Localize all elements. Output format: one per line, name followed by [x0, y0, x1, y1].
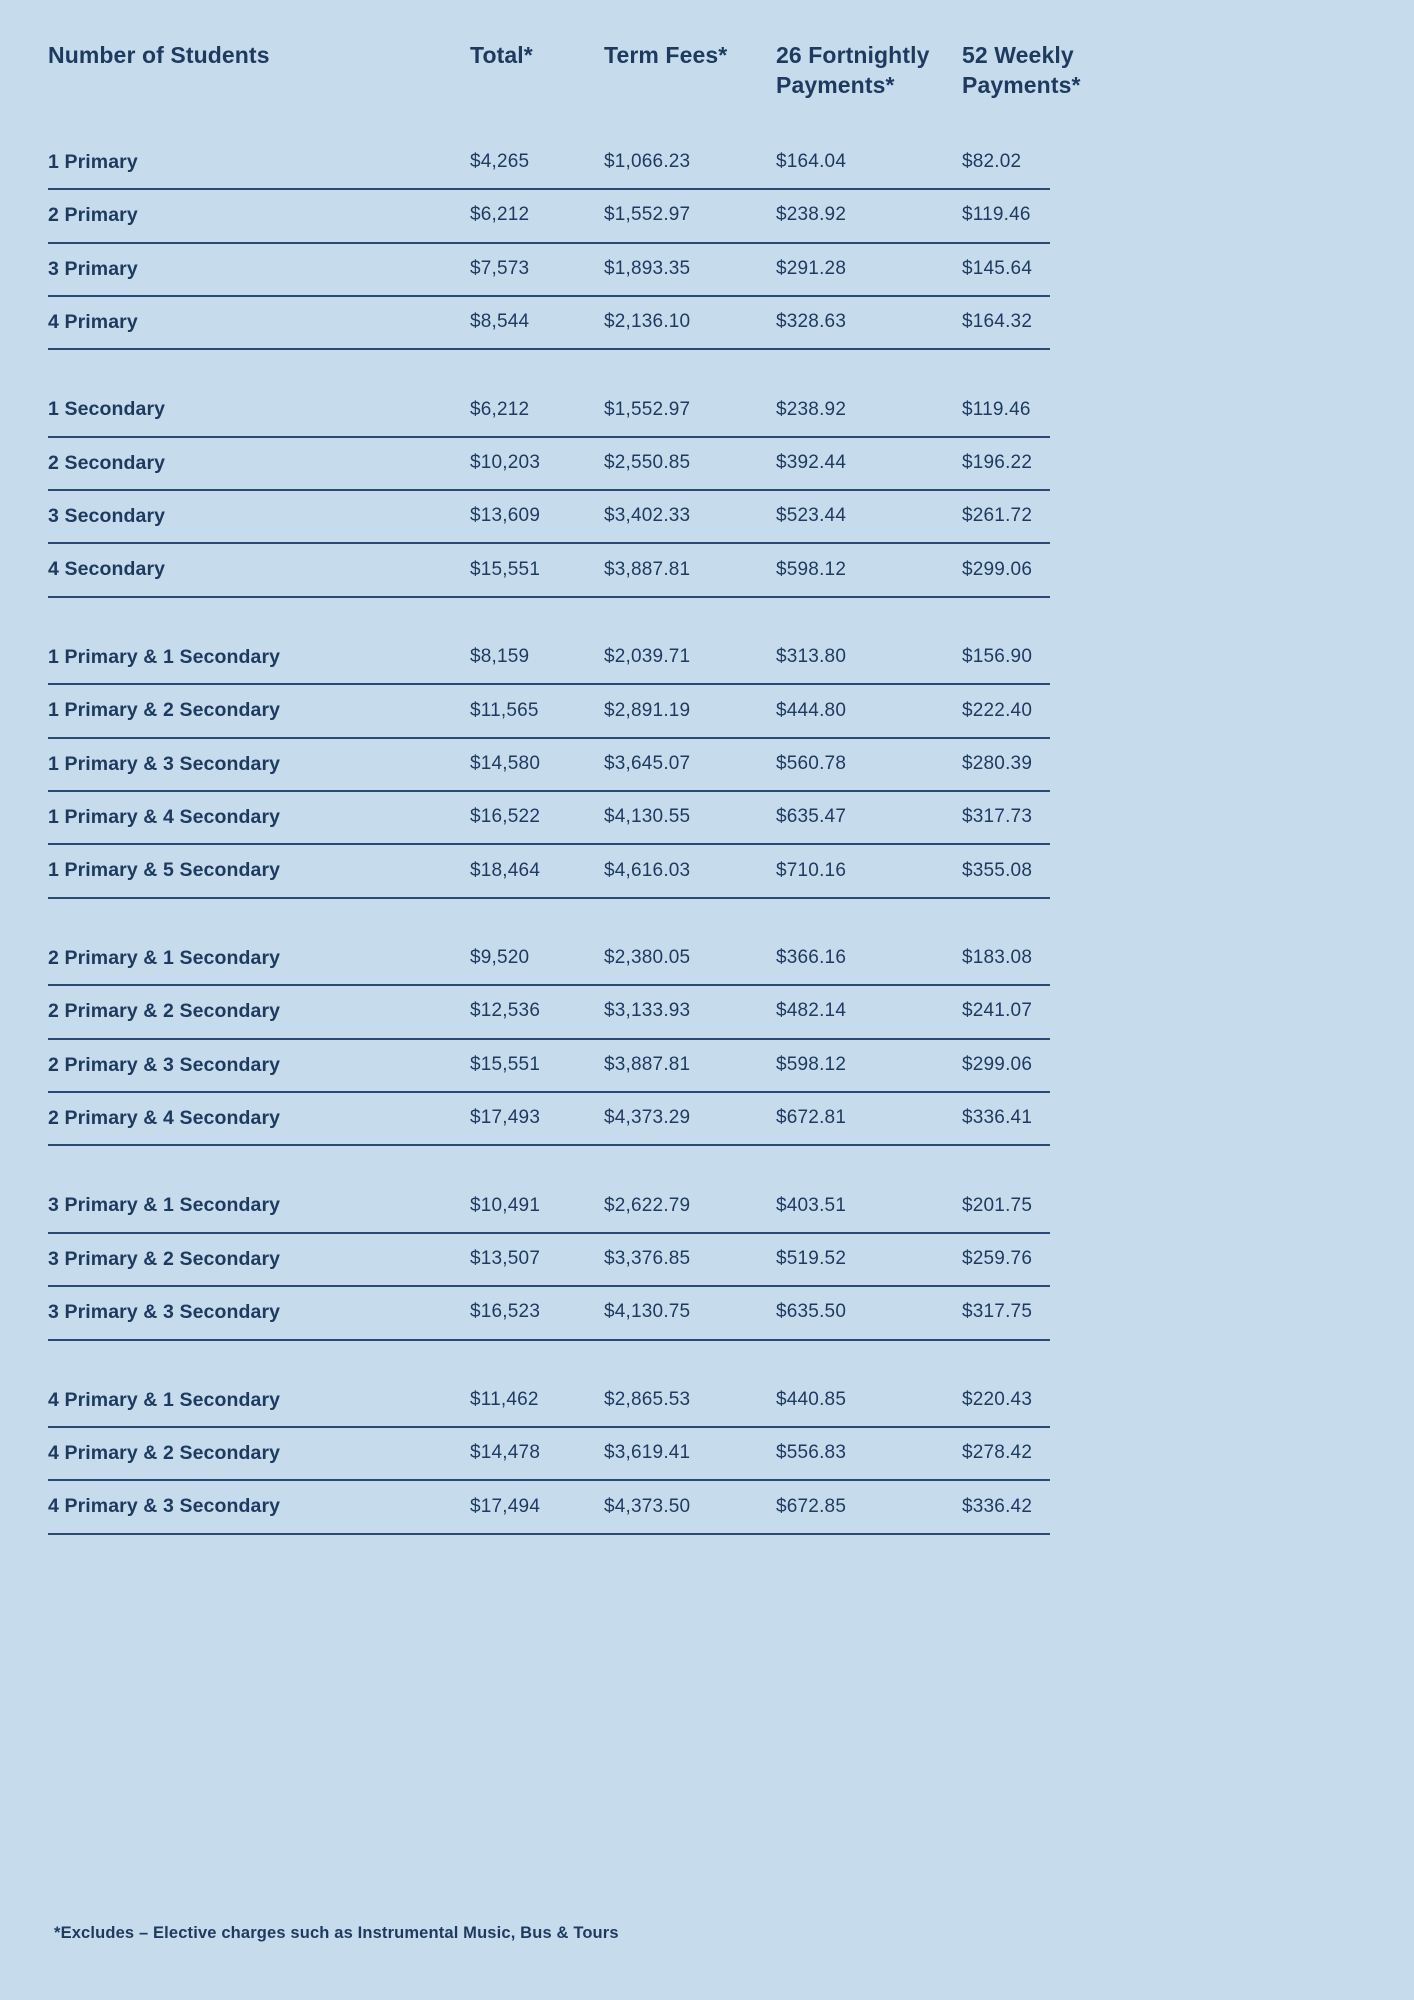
table-row [0, 1234, 1414, 1285]
row-label: 4 Primary & 1 Secondary [48, 1388, 281, 1411]
column-header-term-fees: Term Fees* [604, 42, 728, 68]
cell-term-fees: $2,550.85 [604, 451, 691, 473]
table-row [0, 792, 1414, 843]
cell-fortnightly: $164.04 [776, 151, 847, 173]
row-label: 1 Primary & 3 Secondary [48, 752, 281, 775]
cell-total: $15,551 [470, 1053, 541, 1075]
column-header-weekly-line2: Payments* [962, 72, 1081, 99]
cell-weekly: $317.75 [962, 1301, 1033, 1323]
cell-weekly: $82.02 [962, 151, 1022, 173]
cell-weekly: $164.32 [962, 311, 1033, 333]
cell-term-fees: $1,066.23 [604, 151, 691, 173]
cell-term-fees: $3,619.41 [604, 1442, 691, 1464]
footnote: *Excludes – Elective charges such as Instrumental Music, Bus & Tours [54, 1924, 619, 1942]
cell-total: $14,478 [470, 1442, 541, 1464]
cell-fortnightly: $556.83 [776, 1442, 847, 1464]
row-label: 3 Primary & 2 Secondary [48, 1247, 281, 1270]
cell-total: $17,493 [470, 1107, 541, 1129]
cell-weekly: $119.46 [962, 204, 1031, 226]
cell-term-fees: $2,380.05 [604, 947, 691, 969]
table-row [0, 244, 1414, 295]
table-row [0, 491, 1414, 542]
cell-fortnightly: $672.85 [776, 1495, 847, 1517]
row-label: 3 Primary & 1 Secondary [48, 1194, 281, 1217]
cell-total: $6,212 [470, 204, 530, 226]
cell-term-fees: $2,865.53 [604, 1388, 691, 1410]
table-row [0, 933, 1414, 984]
cell-fortnightly: $366.16 [776, 947, 847, 969]
cell-total: $11,462 [470, 1388, 539, 1410]
column-header-weekly [962, 40, 1162, 101]
row-label: 4 Secondary [48, 558, 166, 581]
table-row [0, 1093, 1414, 1144]
cell-fortnightly: $440.85 [776, 1388, 847, 1410]
table-row [0, 685, 1414, 736]
cell-fortnightly: $444.80 [776, 699, 847, 721]
cell-term-fees: $2,622.79 [604, 1194, 691, 1216]
cell-term-fees: $2,039.71 [604, 646, 691, 668]
cell-weekly: $261.72 [962, 505, 1033, 527]
table-group-four-primary-mixed [0, 1375, 1414, 1535]
table-row [0, 190, 1414, 241]
cell-term-fees: $3,887.81 [604, 558, 691, 580]
cell-weekly: $241.07 [962, 1000, 1033, 1022]
cell-total: $9,520 [470, 947, 530, 969]
table-row [0, 544, 1414, 595]
cell-total: $13,609 [470, 505, 541, 527]
cell-total: $4,265 [470, 151, 530, 173]
cell-term-fees: $4,130.55 [604, 806, 691, 828]
cell-weekly: $156.90 [962, 646, 1033, 668]
table-row [0, 1180, 1414, 1231]
cell-term-fees: $1,552.97 [604, 398, 691, 420]
table-group-two-primary-mixed [0, 933, 1414, 1147]
table-row [0, 137, 1414, 188]
cell-fortnightly: $672.81 [776, 1107, 847, 1129]
column-header-total: Total* [470, 42, 533, 68]
row-label: 4 Primary & 2 Secondary [48, 1441, 281, 1464]
column-header-weekly-line1: 52 Weekly [962, 42, 1074, 68]
row-label: 3 Secondary [48, 505, 166, 528]
column-header-fortnightly-line1: 26 Fortnightly [776, 42, 930, 68]
cell-term-fees: $1,552.97 [604, 204, 691, 226]
cell-term-fees: $3,887.81 [604, 1053, 691, 1075]
cell-total: $13,507 [470, 1248, 541, 1270]
row-label: 1 Primary & 4 Secondary [48, 806, 281, 829]
cell-total: $6,212 [470, 398, 530, 420]
cell-fortnightly: $238.92 [776, 398, 847, 420]
table-group-primary [0, 137, 1414, 351]
table-group-one-primary-mixed [0, 632, 1414, 899]
cell-fortnightly: $313.80 [776, 646, 847, 668]
cell-weekly: $220.43 [962, 1388, 1033, 1410]
cell-total: $18,464 [470, 859, 541, 881]
cell-weekly: $299.06 [962, 558, 1033, 580]
column-header-students: Number of Students [48, 42, 270, 68]
cell-fortnightly: $291.28 [776, 257, 847, 279]
column-header-fortnightly-line2: Payments* [776, 72, 895, 99]
cell-weekly: $196.22 [962, 451, 1033, 473]
cell-term-fees: $3,376.85 [604, 1248, 691, 1270]
row-label: 2 Primary & 1 Secondary [48, 946, 281, 969]
cell-fortnightly: $598.12 [776, 558, 847, 580]
row-label: 3 Primary & 3 Secondary [48, 1301, 281, 1324]
cell-term-fees: $4,130.75 [604, 1301, 691, 1323]
cell-term-fees: $3,645.07 [604, 752, 691, 774]
cell-term-fees: $3,133.93 [604, 1000, 691, 1022]
cell-fortnightly: $238.92 [776, 204, 847, 226]
row-label: 1 Primary & 1 Secondary [48, 645, 281, 668]
cell-weekly: $336.41 [962, 1107, 1033, 1129]
row-label: 1 Secondary [48, 398, 166, 421]
cell-term-fees: $3,402.33 [604, 505, 691, 527]
column-header-fortnightly [776, 40, 962, 101]
table-row [0, 1040, 1414, 1091]
row-divider [48, 596, 1050, 598]
cell-fortnightly: $598.12 [776, 1053, 847, 1075]
cell-fortnightly: $560.78 [776, 752, 847, 774]
table-row [0, 1375, 1414, 1426]
table-row [0, 1428, 1414, 1479]
row-label: 2 Secondary [48, 451, 166, 474]
cell-fortnightly: $519.52 [776, 1248, 847, 1270]
table-row [0, 986, 1414, 1037]
cell-total: $11,565 [470, 699, 539, 721]
cell-fortnightly: $635.50 [776, 1301, 847, 1323]
cell-term-fees: $4,373.50 [604, 1495, 691, 1517]
row-divider [48, 1339, 1050, 1341]
cell-weekly: $317.73 [962, 806, 1033, 828]
cell-total: $10,491 [470, 1194, 541, 1216]
cell-weekly: $119.46 [962, 398, 1031, 420]
row-label: 2 Primary & 3 Secondary [48, 1053, 281, 1076]
cell-weekly: $259.76 [962, 1248, 1033, 1270]
row-divider [48, 1144, 1050, 1146]
row-divider [48, 897, 1050, 899]
row-label: 2 Primary & 2 Secondary [48, 1000, 281, 1023]
cell-total: $10,203 [470, 451, 541, 473]
row-label: 1 Primary & 5 Secondary [48, 859, 281, 882]
table-body [0, 137, 1414, 1535]
table-row [0, 632, 1414, 683]
cell-fortnightly: $392.44 [776, 451, 847, 473]
cell-weekly: $299.06 [962, 1053, 1033, 1075]
cell-total: $8,544 [470, 311, 530, 333]
cell-fortnightly: $403.51 [776, 1194, 847, 1216]
cell-term-fees: $2,136.10 [604, 311, 691, 333]
cell-fortnightly: $635.47 [776, 806, 847, 828]
row-label: 4 Primary & 3 Secondary [48, 1495, 281, 1518]
table-row [0, 845, 1414, 896]
cell-fortnightly: $482.14 [776, 1000, 847, 1022]
cell-weekly: $222.40 [962, 699, 1033, 721]
cell-fortnightly: $710.16 [776, 859, 847, 881]
cell-term-fees: $4,616.03 [604, 859, 691, 881]
table-row [0, 1287, 1414, 1338]
cell-total: $14,580 [470, 752, 541, 774]
row-label: 2 Primary & 4 Secondary [48, 1106, 281, 1129]
table-row [0, 297, 1414, 348]
table-header-row [0, 0, 1414, 101]
cell-total: $8,159 [470, 646, 530, 668]
cell-total: $15,551 [470, 558, 541, 580]
cell-total: $16,522 [470, 806, 541, 828]
cell-weekly: $145.64 [962, 257, 1033, 279]
table-row [0, 739, 1414, 790]
cell-weekly: $201.75 [962, 1194, 1033, 1216]
table-group-three-primary-mixed [0, 1180, 1414, 1340]
cell-fortnightly: $328.63 [776, 311, 847, 333]
cell-total: $16,523 [470, 1301, 541, 1323]
cell-term-fees: $1,893.35 [604, 257, 691, 279]
cell-term-fees: $2,891.19 [604, 699, 691, 721]
row-label: 1 Primary & 2 Secondary [48, 699, 281, 722]
cell-total: $12,536 [470, 1000, 541, 1022]
cell-weekly: $278.42 [962, 1442, 1033, 1464]
row-label: 1 Primary [48, 150, 138, 173]
cell-total: $17,494 [470, 1495, 541, 1517]
cell-weekly: $280.39 [962, 752, 1033, 774]
cell-term-fees: $4,373.29 [604, 1107, 691, 1129]
row-divider [48, 348, 1050, 350]
cell-total: $7,573 [470, 257, 530, 279]
cell-weekly: $336.42 [962, 1495, 1033, 1517]
cell-weekly: $355.08 [962, 859, 1033, 881]
row-label: 3 Primary [48, 257, 138, 280]
cell-weekly: $183.08 [962, 947, 1033, 969]
row-label: 2 Primary [48, 204, 138, 227]
row-label: 4 Primary [48, 310, 138, 333]
row-divider [48, 1533, 1050, 1535]
table-row [0, 438, 1414, 489]
table-row [0, 384, 1414, 435]
table-row [0, 1481, 1414, 1532]
table-group-secondary [0, 384, 1414, 598]
cell-fortnightly: $523.44 [776, 505, 847, 527]
